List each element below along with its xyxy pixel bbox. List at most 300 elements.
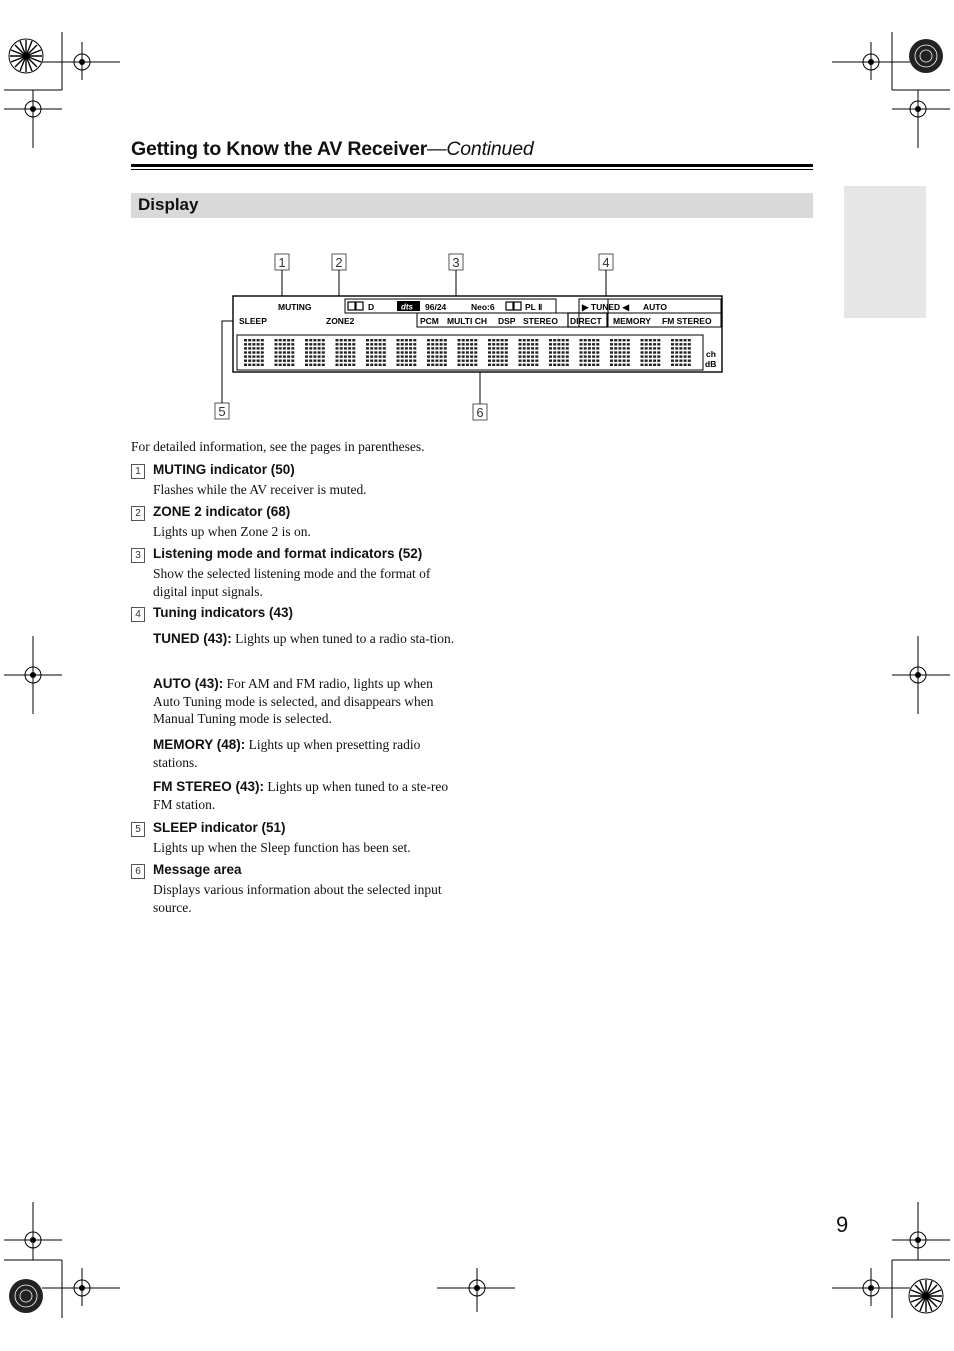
- matrix-dot: [374, 347, 377, 349]
- matrix-dot: [641, 343, 644, 345]
- matrix-dot: [501, 339, 504, 341]
- matrix-dot: [527, 364, 530, 366]
- sub-text: Lights up when presetting radio stations.: [153, 737, 421, 770]
- matrix-dot: [580, 351, 583, 353]
- matrix-dot: [413, 343, 416, 345]
- matrix-dot: [462, 347, 465, 349]
- matrix-dot: [291, 360, 294, 362]
- matrix-dot: [588, 364, 591, 366]
- matrix-dot: [279, 351, 282, 353]
- matrix-dot: [248, 360, 251, 362]
- matrix-dot: [470, 355, 473, 357]
- matrix-dot: [553, 339, 556, 341]
- matrix-dot: [431, 360, 434, 362]
- matrix-dot: [519, 343, 522, 345]
- matrix-dot: [519, 347, 522, 349]
- matrix-dot: [505, 364, 508, 366]
- matrix-dot: [383, 339, 386, 341]
- matrix-dot: [275, 339, 278, 341]
- matrix-dot: [409, 360, 412, 362]
- matrix-dot: [257, 339, 260, 341]
- matrix-dot: [488, 351, 491, 353]
- matrix-dot: [466, 347, 469, 349]
- matrix-dot: [370, 347, 373, 349]
- matrix-dot: [653, 343, 656, 345]
- matrix-dot: [549, 343, 552, 345]
- matrix-dot: [623, 364, 626, 366]
- matrix-dot: [279, 343, 282, 345]
- matrix-dot: [309, 347, 312, 349]
- matrix-dot: [566, 343, 569, 345]
- matrix-dot: [279, 355, 282, 357]
- dts-label: dts: [401, 302, 413, 312]
- matrix-dot: [501, 347, 504, 349]
- matrix-dot: [671, 360, 674, 362]
- matrix-dot: [653, 339, 656, 341]
- matrix-dot: [352, 360, 355, 362]
- matrix-dot: [309, 364, 312, 366]
- matrix-dot: [444, 355, 447, 357]
- matrix-dot: [352, 355, 355, 357]
- matrix-dot: [671, 355, 674, 357]
- matrix-dot: [562, 351, 565, 353]
- item-desc: Displays various information about the selected input source.: [153, 882, 442, 915]
- matrix-dot: [466, 360, 469, 362]
- matrix-dot: [596, 347, 599, 349]
- item-title: MUTING indicator (50): [153, 462, 295, 477]
- matrix-dot: [435, 343, 438, 345]
- matrix-dot: [553, 364, 556, 366]
- matrix-dot: [580, 347, 583, 349]
- matrix-dot: [688, 343, 691, 345]
- matrix-dot: [318, 351, 321, 353]
- matrix-dot: [352, 347, 355, 349]
- matrix-dot: [287, 364, 290, 366]
- matrix-dot: [309, 339, 312, 341]
- matrix-dot: [610, 360, 613, 362]
- matrix-dot: [257, 360, 260, 362]
- running-header-title: Getting to Know the AV Receiver: [131, 138, 428, 160]
- matrix-dot: [557, 364, 560, 366]
- direct-label: DIRECT: [570, 316, 602, 326]
- matrix-dot: [553, 351, 556, 353]
- matrix-dot: [688, 360, 691, 362]
- callout-1: 1: [278, 255, 286, 270]
- matrix-dot: [309, 351, 312, 353]
- matrix-dot: [348, 364, 351, 366]
- matrix-dot: [588, 339, 591, 341]
- matrix-dot: [549, 364, 552, 366]
- matrix-dot: [580, 355, 583, 357]
- matrix-dot: [427, 355, 430, 357]
- matrix-dot: [322, 351, 325, 353]
- matrix-dot: [614, 343, 617, 345]
- matrix-dot: [291, 355, 294, 357]
- matrix-dot: [397, 360, 400, 362]
- item-title: Message area: [153, 862, 242, 877]
- matrix-dot: [348, 355, 351, 357]
- matrix-dot: [527, 343, 530, 345]
- matrix-dot: [458, 364, 461, 366]
- matrix-dot: [584, 364, 587, 366]
- matrix-dot: [374, 339, 377, 341]
- matrix-dot: [344, 339, 347, 341]
- matrix-dot: [588, 347, 591, 349]
- matrix-dot: [496, 343, 499, 345]
- matrix-dot: [248, 343, 251, 345]
- matrix-dot: [645, 339, 648, 341]
- matrix-dot: [401, 343, 404, 345]
- matrix-dot: [383, 347, 386, 349]
- matrix-dot: [435, 347, 438, 349]
- matrix-dot: [313, 343, 316, 345]
- matrix-dot: [370, 360, 373, 362]
- matrix-dot: [261, 364, 264, 366]
- matrix-dot: [279, 339, 282, 341]
- matrix-dot: [519, 339, 522, 341]
- matrix-dot: [519, 360, 522, 362]
- matrix-dot: [531, 364, 534, 366]
- matrix-dot: [409, 347, 412, 349]
- matrix-dot: [610, 339, 613, 341]
- matrix-dot: [474, 360, 477, 362]
- matrix-dot: [261, 339, 264, 341]
- matrix-dot: [596, 351, 599, 353]
- matrix-dot: [257, 355, 260, 357]
- matrix-dot: [649, 343, 652, 345]
- matrix-dot: [291, 339, 294, 341]
- matrix-dot: [557, 360, 560, 362]
- running-header: [131, 138, 534, 161]
- matrix-dot: [305, 351, 308, 353]
- matrix-dot: [596, 360, 599, 362]
- matrix-dot: [523, 364, 526, 366]
- matrix-dot: [244, 355, 247, 357]
- matrix-dot: [352, 351, 355, 353]
- matrix-dot: [336, 343, 339, 345]
- matrix-dot: [688, 355, 691, 357]
- matrix-dot: [549, 351, 552, 353]
- matrix-dot: [492, 355, 495, 357]
- matrix-dot: [523, 339, 526, 341]
- zone2-label: ZONE2: [326, 316, 355, 326]
- matrix-dot: [283, 364, 286, 366]
- matrix-dot: [496, 347, 499, 349]
- matrix-dot: [488, 343, 491, 345]
- matrix-dot: [557, 339, 560, 341]
- matrix-dot: [409, 364, 412, 366]
- matrix-dot: [580, 360, 583, 362]
- matrix-dot: [370, 339, 373, 341]
- matrix-dot: [675, 343, 678, 345]
- matrix-dot: [596, 343, 599, 345]
- matrix-dot: [313, 355, 316, 357]
- matrix-dot: [588, 351, 591, 353]
- matrix-dot: [458, 343, 461, 345]
- matrix-dot: [409, 351, 412, 353]
- matrix-dot: [252, 339, 255, 341]
- matrix-dot: [435, 339, 438, 341]
- matrix-dot: [470, 360, 473, 362]
- sub-text: Lights up when tuned to a radio sta-tion.: [231, 631, 455, 646]
- matrix-dot: [649, 347, 652, 349]
- matrix-dot: [383, 355, 386, 357]
- matrix-dot: [348, 347, 351, 349]
- matrix-dot: [675, 360, 678, 362]
- matrix-dot: [275, 347, 278, 349]
- matrix-dot: [336, 347, 339, 349]
- matrix-dot: [627, 360, 630, 362]
- matrix-dot: [287, 347, 290, 349]
- matrix-dot: [649, 355, 652, 357]
- matrix-dot: [501, 364, 504, 366]
- matrix-dot: [675, 347, 678, 349]
- matrix-dot: [649, 360, 652, 362]
- item-number: 6: [131, 864, 145, 879]
- pcm-label: PCM: [420, 316, 439, 326]
- sub-label: FM STEREO (43):: [153, 779, 265, 794]
- matrix-dot: [435, 360, 438, 362]
- matrix-dot: [684, 360, 687, 362]
- matrix-dot: [610, 355, 613, 357]
- matrix-dot: [275, 351, 278, 353]
- matrix-dot: [623, 355, 626, 357]
- matrix-dot: [688, 364, 691, 366]
- matrix-dot: [287, 351, 290, 353]
- matrix-dot: [444, 351, 447, 353]
- matrix-dot: [470, 364, 473, 366]
- display-figure: [210, 250, 730, 425]
- matrix-dot: [627, 351, 630, 353]
- matrix-dot: [413, 351, 416, 353]
- matrix-dot: [244, 351, 247, 353]
- matrix-dot: [379, 347, 382, 349]
- matrix-dot: [252, 364, 255, 366]
- matrix-dot: [309, 355, 312, 357]
- matrix-dot: [405, 360, 408, 362]
- matrix-dot: [657, 343, 660, 345]
- matrix-dot: [322, 364, 325, 366]
- matrix-dot: [675, 339, 678, 341]
- matrix-dot: [252, 343, 255, 345]
- matrix-dot: [431, 351, 434, 353]
- matrix-dot: [566, 347, 569, 349]
- matrix-dot: [427, 343, 430, 345]
- matrix-dot: [535, 355, 538, 357]
- matrix-dot: [431, 339, 434, 341]
- matrix-dot: [313, 364, 316, 366]
- matrix-dot: [557, 347, 560, 349]
- matrix-dot: [462, 351, 465, 353]
- matrix-dot: [462, 360, 465, 362]
- matrix-dot: [614, 355, 617, 357]
- matrix-dot: [549, 339, 552, 341]
- matrix-dot: [283, 339, 286, 341]
- matrix-dot: [592, 364, 595, 366]
- matrix-dot: [458, 360, 461, 362]
- matrix-dot: [379, 364, 382, 366]
- tuned-label: ▶ TUNED ◀: [582, 302, 630, 312]
- fm-stereo-label: FM STEREO: [662, 316, 712, 326]
- matrix-dot: [562, 360, 565, 362]
- matrix-dot: [488, 360, 491, 362]
- matrix-dot: [557, 351, 560, 353]
- matrix-dot: [584, 360, 587, 362]
- matrix-dot: [618, 355, 621, 357]
- matrix-dot: [275, 343, 278, 345]
- matrix-dot: [618, 339, 621, 341]
- matrix-dot: [413, 360, 416, 362]
- item-title: SLEEP indicator (51): [153, 820, 286, 835]
- matrix-dot: [519, 351, 522, 353]
- matrix-dot: [671, 347, 674, 349]
- matrix-dot: [470, 339, 473, 341]
- matrix-dot: [671, 351, 674, 353]
- matrix-dot: [348, 339, 351, 341]
- section-bar: [131, 193, 813, 218]
- matrix-dot: [379, 360, 382, 362]
- matrix-dot: [401, 351, 404, 353]
- matrix-dot: [435, 355, 438, 357]
- matrix-dot: [405, 339, 408, 341]
- matrix-dot: [527, 351, 530, 353]
- matrix-dot: [614, 347, 617, 349]
- matrix-dot: [352, 343, 355, 345]
- matrix-dot: [413, 355, 416, 357]
- matrix-dot: [248, 351, 251, 353]
- matrix-dot: [313, 347, 316, 349]
- matrix-dot: [641, 347, 644, 349]
- matrix-dot: [444, 343, 447, 345]
- matrix-dot: [440, 364, 443, 366]
- matrix-dot: [523, 360, 526, 362]
- matrix-dot: [275, 360, 278, 362]
- matrix-dot: [318, 343, 321, 345]
- matrix-dot: [244, 339, 247, 341]
- matrix-dot: [645, 347, 648, 349]
- running-header-continued: —Continued: [427, 138, 534, 160]
- matrix-dot: [505, 351, 508, 353]
- matrix-dot: [488, 347, 491, 349]
- matrix-dot: [501, 343, 504, 345]
- matrix-dot: [679, 343, 682, 345]
- matrix-dot: [340, 355, 343, 357]
- matrix-dot: [562, 347, 565, 349]
- matrix-dot: [614, 364, 617, 366]
- matrix-dot: [592, 355, 595, 357]
- matrix-dot: [458, 351, 461, 353]
- matrix-dot: [474, 364, 477, 366]
- item-number: 5: [131, 822, 145, 837]
- matrix-dot: [305, 364, 308, 366]
- matrix-dot: [283, 347, 286, 349]
- intro-text: For detailed information, see the pages in parentheses.: [131, 439, 425, 454]
- matrix-dot: [496, 360, 499, 362]
- matrix-dot: [641, 339, 644, 341]
- item-title: Tuning indicators (43): [153, 605, 294, 620]
- matrix-dot: [366, 364, 369, 366]
- matrix-dot: [492, 351, 495, 353]
- matrix-dot: [366, 360, 369, 362]
- matrix-dot: [557, 343, 560, 345]
- matrix-dot: [409, 339, 412, 341]
- matrix-dot: [291, 347, 294, 349]
- matrix-dot: [405, 347, 408, 349]
- matrix-dot: [340, 347, 343, 349]
- matrix-dot: [283, 343, 286, 345]
- matrix-dot: [653, 364, 656, 366]
- matrix-dot: [440, 339, 443, 341]
- matrix-dot: [379, 343, 382, 345]
- matrix-dot: [671, 339, 674, 341]
- matrix-dot: [618, 364, 621, 366]
- matrix-dot: [679, 351, 682, 353]
- matrix-dot: [653, 360, 656, 362]
- side-tab: [844, 186, 926, 318]
- matrix-dot: [379, 351, 382, 353]
- matrix-dot: [427, 360, 430, 362]
- matrix-dot: [505, 355, 508, 357]
- matrix-dot: [440, 343, 443, 345]
- matrix-dot: [431, 364, 434, 366]
- matrix-dot: [557, 355, 560, 357]
- matrix-dot: [584, 355, 587, 357]
- matrix-dot: [287, 339, 290, 341]
- matrix-dot: [492, 339, 495, 341]
- header-rule: [131, 164, 813, 167]
- matrix-dot: [409, 355, 412, 357]
- matrix-dot: [527, 360, 530, 362]
- matrix-dot: [653, 351, 656, 353]
- matrix-dot: [531, 347, 534, 349]
- matrix-dot: [318, 347, 321, 349]
- matrix-dot: [592, 347, 595, 349]
- matrix-dot: [614, 351, 617, 353]
- matrix-dot: [309, 360, 312, 362]
- matrix-dot: [474, 355, 477, 357]
- matrix-dot: [501, 355, 504, 357]
- matrix-dot: [379, 355, 382, 357]
- tuning-auto: [153, 675, 455, 728]
- matrix-dot: [641, 360, 644, 362]
- sub-text: For AM and FM radio, lights up when Auto Tuning mode is selected, and disappears when Manual Tuning mode is selected.: [153, 676, 434, 726]
- matrix-dot: [553, 360, 556, 362]
- matrix-dot: [492, 360, 495, 362]
- matrix-dot: [340, 343, 343, 345]
- matrix-dot: [641, 355, 644, 357]
- matrix-dot: [458, 339, 461, 341]
- item-number: 2: [131, 506, 145, 521]
- matrix-dot: [501, 351, 504, 353]
- pl2-label: PL Ⅱ: [525, 302, 543, 312]
- matrix-dot: [592, 339, 595, 341]
- matrix-dot: [466, 364, 469, 366]
- matrix-dot: [291, 351, 294, 353]
- matrix-dot: [535, 339, 538, 341]
- rate-label: 96/24: [425, 302, 447, 312]
- matrix-dot: [344, 351, 347, 353]
- matrix-dot: [614, 360, 617, 362]
- matrix-dot: [474, 351, 477, 353]
- matrix-dot: [444, 347, 447, 349]
- matrix-dot: [305, 347, 308, 349]
- matrix-dot: [340, 339, 343, 341]
- matrix-dot: [505, 343, 508, 345]
- matrix-dot: [580, 364, 583, 366]
- matrix-dot: [431, 343, 434, 345]
- matrix-dot: [641, 351, 644, 353]
- matrix-dot: [318, 360, 321, 362]
